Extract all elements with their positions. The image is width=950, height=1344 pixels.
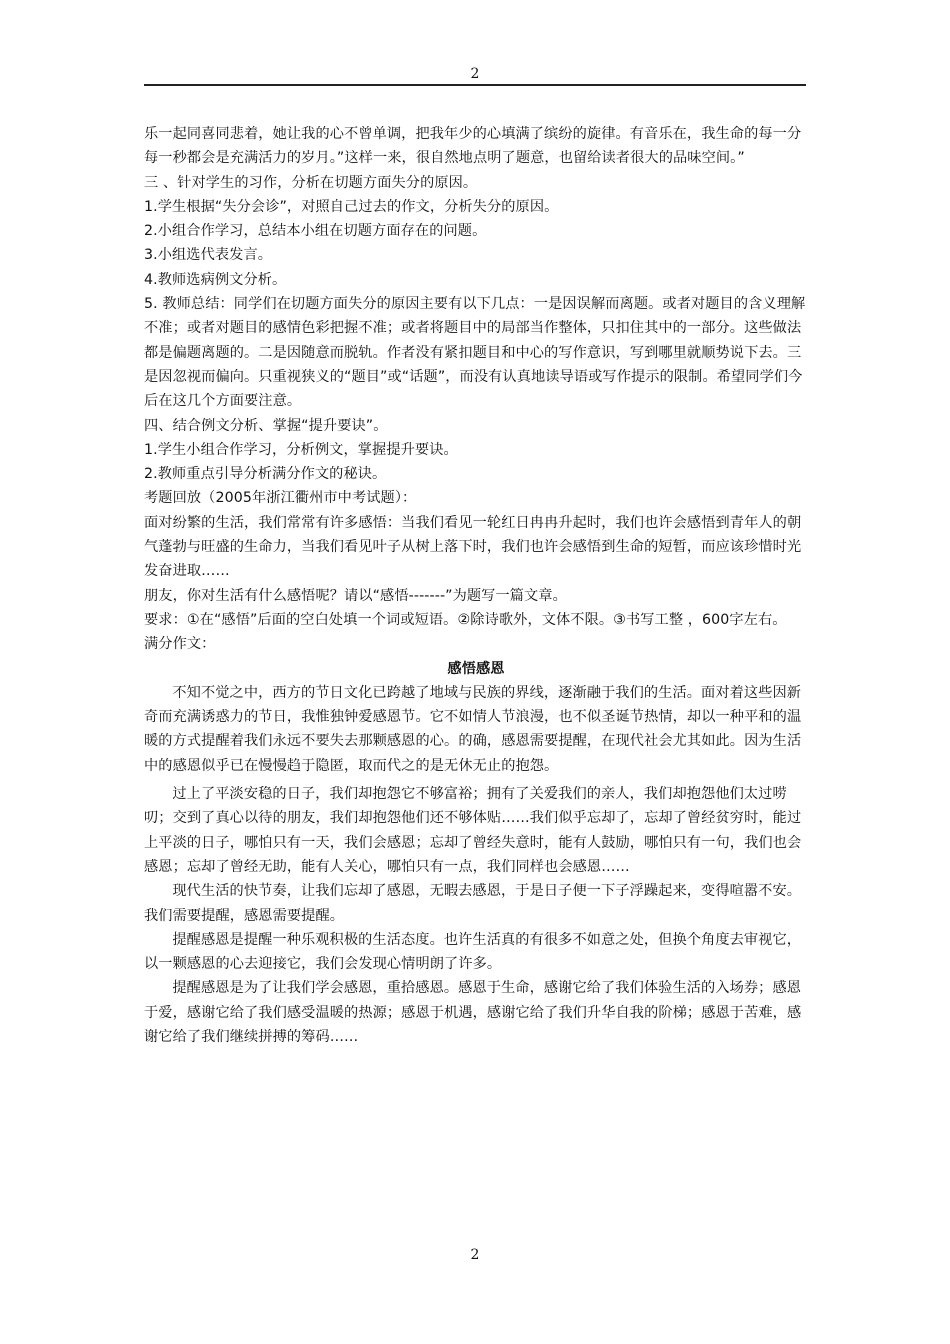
list-item: 2.小组合作学习，总结本小组在切题方面存在的问题。: [144, 223, 487, 240]
header-page-number: 2: [470, 66, 480, 82]
document-body: [144, 122, 808, 1049]
list-item: 2.教师重点引导分析满分作文的秘诀。: [144, 466, 387, 483]
list-item: 3.小组选代表发言。: [144, 247, 273, 264]
essay-paragraph: 提醒感恩是提醒一种乐观积极的生活态度。也许生活真的有很多不如意之处，但换个角度去审视它，以一颗感恩的心去迎接它，我们会发现心情明朗了许多。: [144, 931, 802, 973]
essay-label: 满分作文：: [144, 636, 216, 653]
list-item: 5. 教师总结：同学们在切题方面失分的原因主要有以下几点：一是因误解而离题。或者对题目的含义理解不准；或者对题目的感情色彩把握不准；或者将题目中的局部当作整体，只扣住其中的一部分。这些做法都是偏题离题的。二是因随意而脱轨。作者没有紧扣题目和中心的写作意识，写到哪里就顺势说下去。三是因忽视而偏向。只重视狭义的“题目”或“话题”，而没有认真地读导语或写作提示的限制。希望同学们今后在这几个方面要注意。: [144, 296, 806, 410]
essay-paragraph: 现代生活的快节奏，让我们忘却了感恩，无暇去感恩，于是日子便一下子浮躁起来，变得喧嚣不安。我们需要提醒，感恩需要提醒。: [144, 883, 802, 924]
exam-prompt: 朋友，你对生活有什么感悟呢？请以“感悟-------”为题写一篇文章。: [144, 587, 567, 604]
list-item: 1.学生根据“失分会诊”，对照自己过去的作文，分析失分的原因。: [144, 198, 559, 215]
exam-requirements: 要求：①在“感悟”后面的空白处填一个词或短语。②除诗歌外，文体不限。③书写工整 ，600字左右。: [144, 611, 787, 628]
list-item: 1.学生小组合作学习，分析例文，掌握提升要诀。: [144, 441, 458, 458]
essay-title: 感悟感恩: [447, 660, 505, 677]
section-heading: 三 、针对学生的习作，分析在切题方面失分的原因。: [144, 174, 478, 191]
footer-page-number: 2: [470, 1247, 480, 1263]
list-item: 4.教师选病例文分析。: [144, 271, 287, 288]
essay-paragraph: 过上了平淡安稳的日子，我们却抱怨它不够富裕；拥有了关爱我们的亲人，我们却抱怨他们太过唠叨；交到了真心以待的朋友，我们却抱怨他们还不够体贴……我们似乎忘却了，忘却了曾经贫穷时，能过上平淡的日子，哪怕只有一天，我们会感恩；忘却了曾经失意时，能有人鼓励，哪怕只有一句，我们也会感恩；忘却了曾经无助，能有人关心，哪怕只有一点，我们同样也会感恩……: [144, 786, 802, 875]
exam-source: 考题回放（2005年浙江衢州市中考试题）：: [144, 490, 417, 507]
exam-prompt: 面对纷繁的生活，我们常常有许多感悟：当我们看见一轮红日冉冉升起时，我们也许会感悟到青年人的朝气蓬勃与旺盛的生命力，当我们看见叶子从树上落下时，我们也许会感悟到生命的短暂，而应该珍惜时光发奋进取……: [144, 514, 802, 580]
essay-paragraph: 提醒感恩是为了让我们学会感恩，重拾感恩。感恩于生命，感谢它给了我们体验生活的入场券；感恩于爱，感谢它给了我们感受温暖的热源；感恩于机遇，感谢它给了我们升华自我的阶梯；感恩于苦难，感谢它给了我们继续拼搏的筹码……: [144, 980, 802, 1045]
paragraph: 乐一起同喜同悲着，她让我的心不曾单调，把我年少的心填满了缤纷的旋律。有音乐在，我生命的每一分每一秒都会是充满活力的岁月。”这样一来，很自然地点明了题意，也留给读者很大的品味空间。”: [144, 126, 802, 167]
header-divider: [144, 84, 806, 86]
essay-paragraph: 不知不觉之中，西方的节日文化已跨越了地域与民族的界线，逐渐融于我们的生活。面对着这些因新奇而充满诱惑力的节日，我惟独钟爱感恩节。它不如情人节浪漫，也不似圣诞节热情，却以一种平和的温暖的方式提醒着我们永远不要失去那颗感恩的心。的确，感恩需要提醒，在现代社会尤其如此。因为生活中的感恩似乎已在慢慢趋于隐匿，取而代之的是无休无止的抱怨。: [144, 684, 802, 774]
section-heading: 四、结合例文分析、掌握“提升要诀”。: [144, 417, 388, 434]
